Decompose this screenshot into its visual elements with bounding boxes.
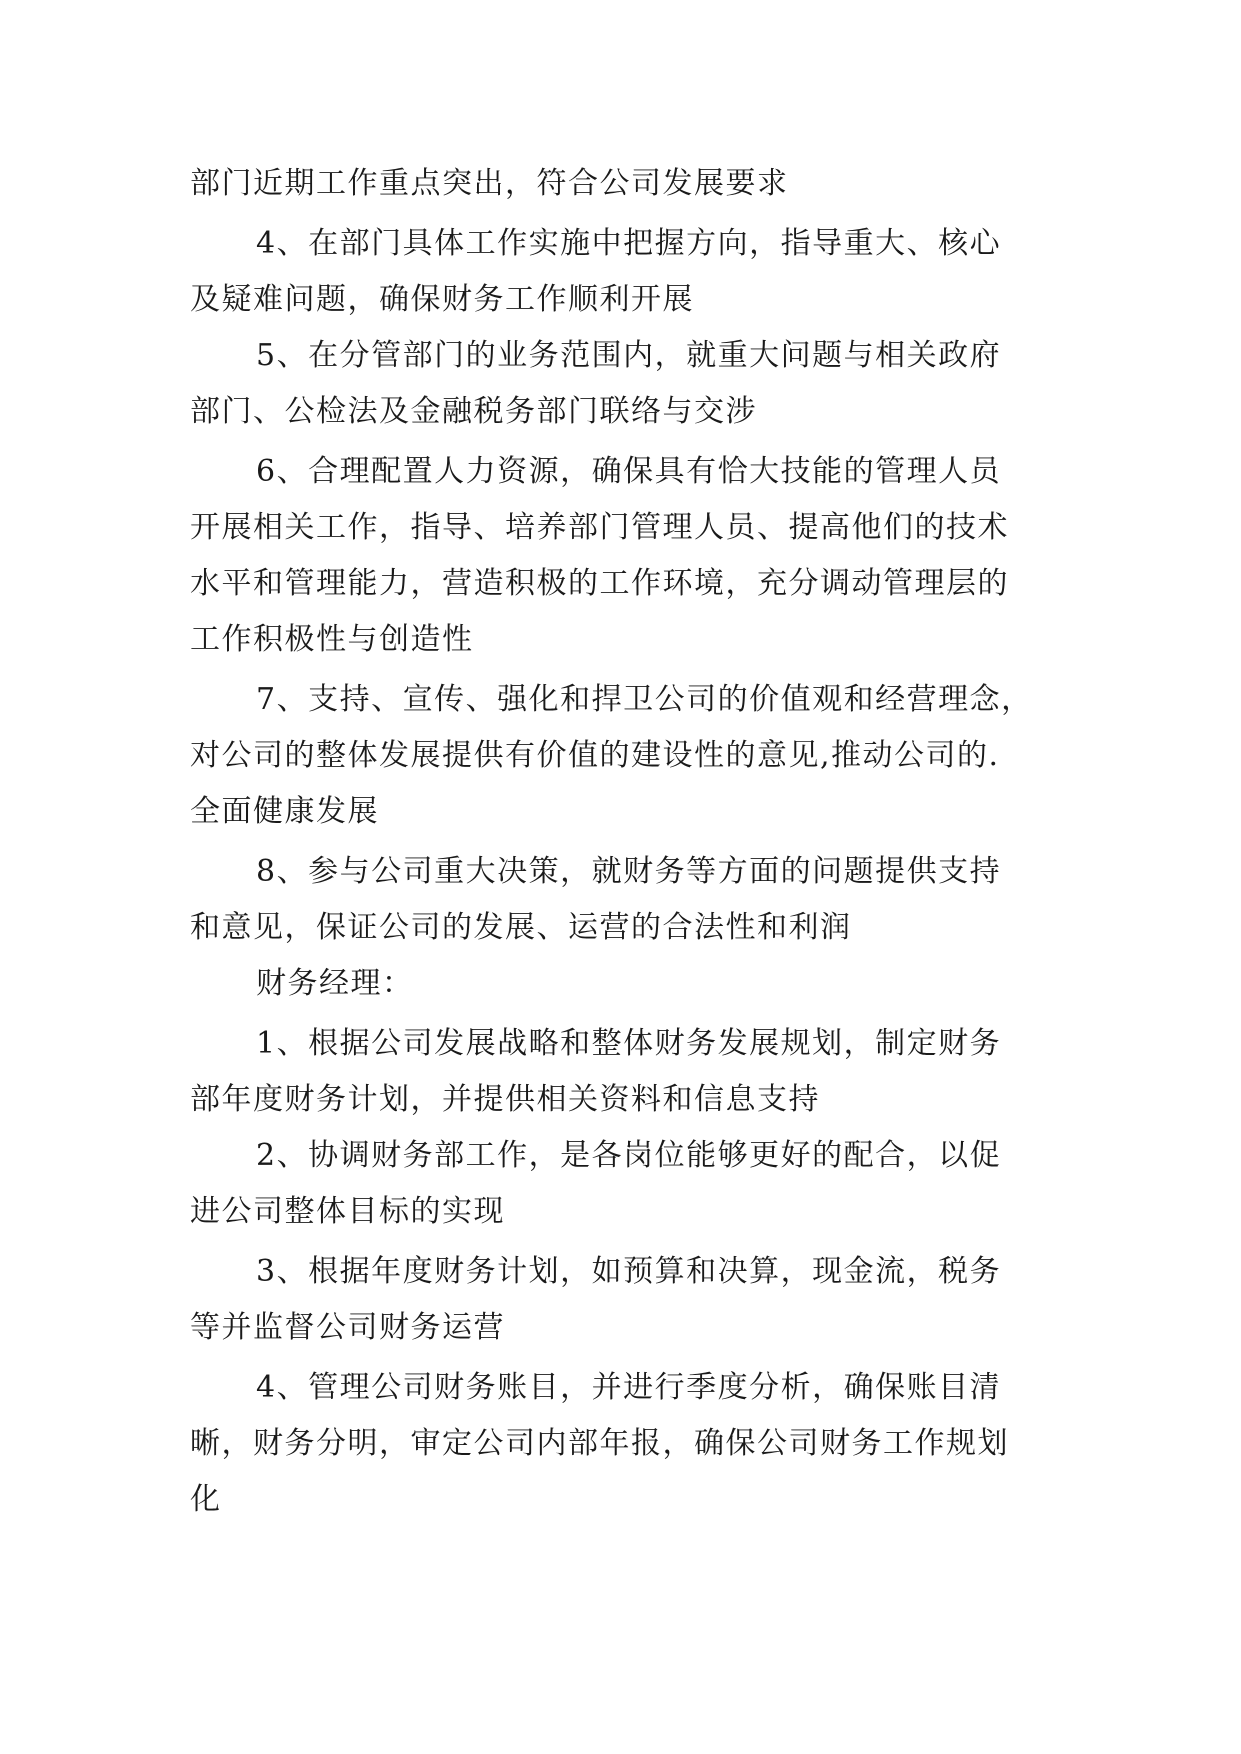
text-line: 晰，财务分明，审定公司内部年报，确保公司财务工作规划 (190, 1426, 1009, 1461)
text-line: 及疑难问题，确保财务工作顺利开展 (190, 282, 694, 317)
text-line: 6、合理配置人力资源，确保具有恰大技能的管理人员 (256, 454, 1002, 489)
text-line: 部门近期工作重点突出，符合公司发展要求 (190, 166, 789, 201)
section-heading: 财务经理： (256, 966, 414, 1001)
text-line: 部门、公检法及金融税务部门联络与交涉 (190, 394, 757, 429)
text-line: 和意见，保证公司的发展、运营的合法性和利润 (190, 910, 852, 945)
text-line: 部年度财务计划，并提供相关资料和信息支持 (190, 1082, 820, 1117)
text-line: 3、根据年度财务计划，如预算和决算，现金流，税务 (256, 1254, 1002, 1289)
text-line: 进公司整体目标的实现 (190, 1194, 505, 1229)
text-line: 5、在分管部门的业务范围内，就重大问题与相关政府 (256, 338, 1002, 373)
text-line: 工作积极性与创造性 (190, 622, 474, 657)
text-line: 2、协调财务部工作，是各岗位能够更好的配合，以促 (256, 1138, 1002, 1173)
text-line: 1、根据公司发展战略和整体财务发展规划，制定财务 (256, 1026, 1002, 1061)
text-line: 7、支持、宣传、强化和捍卫公司的价值观和经营理念， (256, 682, 1033, 717)
text-line: 开展相关工作，指导、培养部门管理人员、提高他们的技术 (190, 510, 1009, 545)
text-line: 对公司的整体发展提供有价值的建设性的意见,推动公司的. (190, 738, 1000, 773)
text-line: 水平和管理能力，营造积极的工作环境，充分调动管理层的 (190, 566, 1009, 601)
text-line: 全面健康发展 (190, 794, 379, 829)
text-line: 化 (190, 1482, 222, 1517)
text-line: 8、参与公司重大决策，就财务等方面的问题提供支持 (256, 854, 1002, 889)
text-line: 4、管理公司财务账目，并进行季度分析，确保账目清 (256, 1370, 1002, 1405)
text-line: 等并监督公司财务运营 (190, 1310, 505, 1345)
text-line: 4、在部门具体工作实施中把握方向，指导重大、核心 (256, 226, 1002, 261)
